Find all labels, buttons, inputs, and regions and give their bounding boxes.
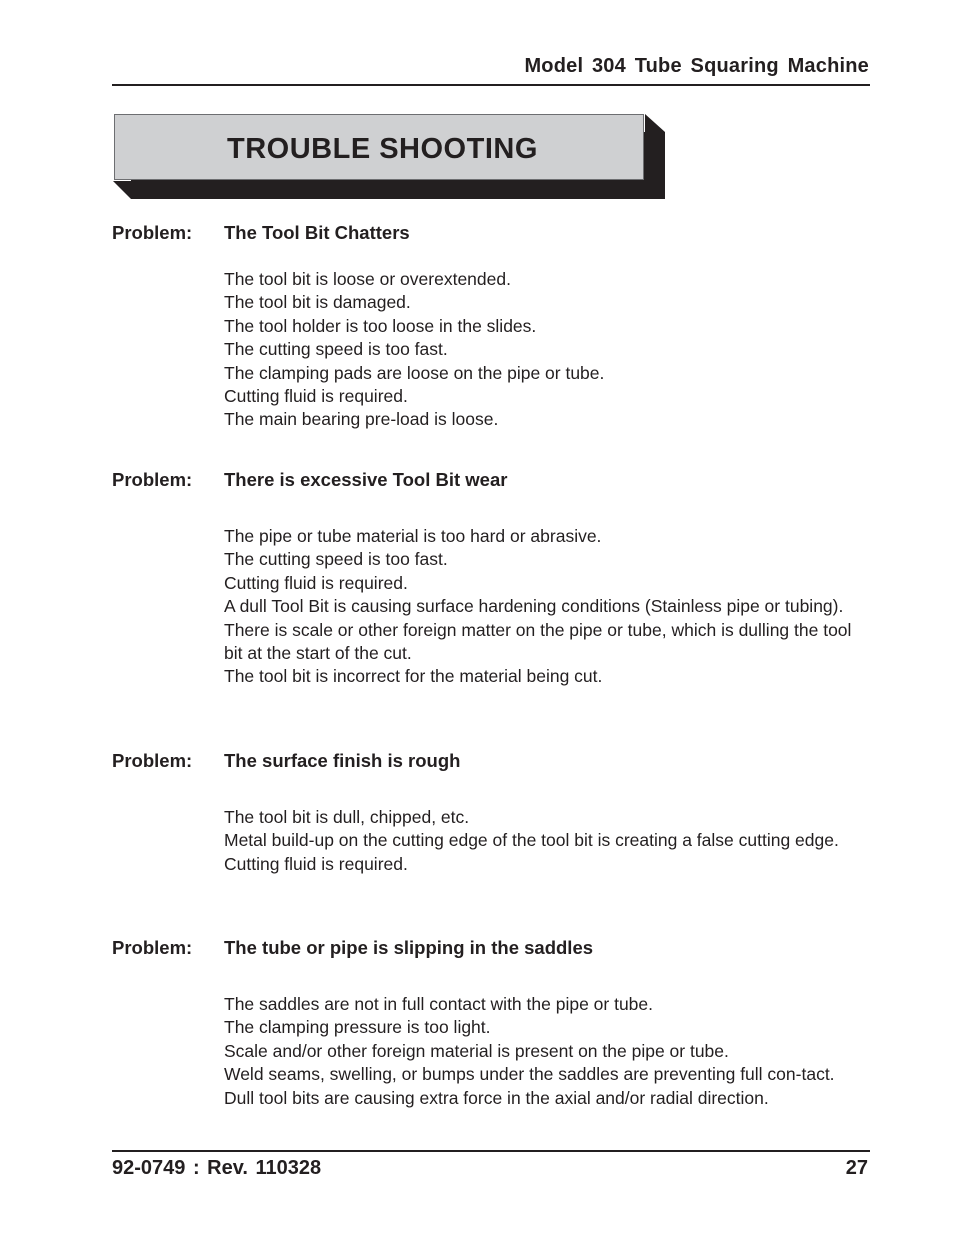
banner-shadow-notch	[113, 181, 131, 199]
problem-heading	[112, 937, 872, 961]
banner-shadow-notch	[645, 114, 665, 132]
cause-item: Cutting fluid is required.	[224, 853, 408, 874]
problem-label: Problem:	[112, 750, 193, 771]
cause-item: Cutting fluid is required.	[224, 386, 408, 407]
problem-title: The surface finish is rough	[224, 750, 461, 771]
header-rule	[112, 84, 870, 86]
cause-item: The clamping pressure is too light.	[224, 1017, 491, 1038]
cause-item: The tool bit is dull, chipped, etc.	[224, 807, 470, 827]
problem-heading	[112, 469, 872, 493]
cause-item: There is scale or other foreign matter on the pipe or tube, which is dulling the tool bit at the start of the cut.	[224, 619, 852, 664]
cause-list	[224, 268, 872, 432]
cause-item: Cutting fluid is required.	[224, 572, 408, 593]
cause-item: Weld seams, swelling, or bumps under the saddles are preventing full con-tact.	[224, 1064, 835, 1085]
cause-item: The clamping pads are loose on the pipe or tube.	[224, 362, 605, 383]
problem-block	[112, 750, 872, 874]
cause-item: A dull Tool Bit is causing surface hardening conditions (Stainless pipe or tubing).	[224, 596, 844, 617]
problem-label: Problem:	[112, 937, 193, 958]
cause-item: The pipe or tube material is too hard or abrasive.	[224, 526, 602, 546]
document-number: 92-0749 : Rev. 110328	[112, 1157, 322, 1179]
cause-item: The saddles are not in full contact with the pipe or tube.	[224, 994, 654, 1014]
cause-item: The tool bit is damaged.	[224, 292, 411, 313]
cause-item: The cutting speed is too fast.	[224, 549, 448, 570]
footer-rule	[112, 1150, 870, 1152]
cause-item: Metal build-up on the cutting edge of the tool bit is creating a false cutting edge.	[224, 830, 839, 851]
problem-block	[112, 469, 872, 687]
problem-title: The tube or pipe is slipping in the saddles	[224, 937, 594, 958]
cause-list	[224, 806, 872, 876]
problem-block	[112, 937, 872, 1108]
page-number: 27	[845, 1157, 868, 1179]
cause-list	[224, 993, 872, 1110]
problem-label: Problem:	[112, 222, 193, 243]
problem-heading	[112, 750, 872, 774]
header-title: Model 304 Tube Squaring Machine	[524, 55, 869, 77]
section-title: TROUBLE SHOOTING	[227, 133, 538, 165]
cause-list	[224, 525, 872, 689]
problem-title: There is excessive Tool Bit wear	[224, 469, 508, 490]
problem-label: Problem:	[112, 469, 193, 490]
cause-item: The main bearing pre-load is loose.	[224, 409, 499, 430]
cause-item: Scale and/or other foreign material is present on the pipe or tube.	[224, 1040, 729, 1061]
cause-item: The tool bit is incorrect for the material being cut.	[224, 666, 603, 687]
problem-block	[112, 222, 872, 430]
cause-item: The tool holder is too loose in the slides.	[224, 315, 537, 336]
problem-title: The Tool Bit Chatters	[224, 222, 410, 243]
cause-item: Dull tool bits are causing extra force in the axial and/or radial direction.	[224, 1087, 769, 1108]
problem-heading	[112, 222, 872, 246]
cause-item: The cutting speed is too fast.	[224, 339, 448, 360]
cause-item: The tool bit is loose or overextended.	[224, 269, 511, 289]
section-banner	[114, 114, 644, 180]
